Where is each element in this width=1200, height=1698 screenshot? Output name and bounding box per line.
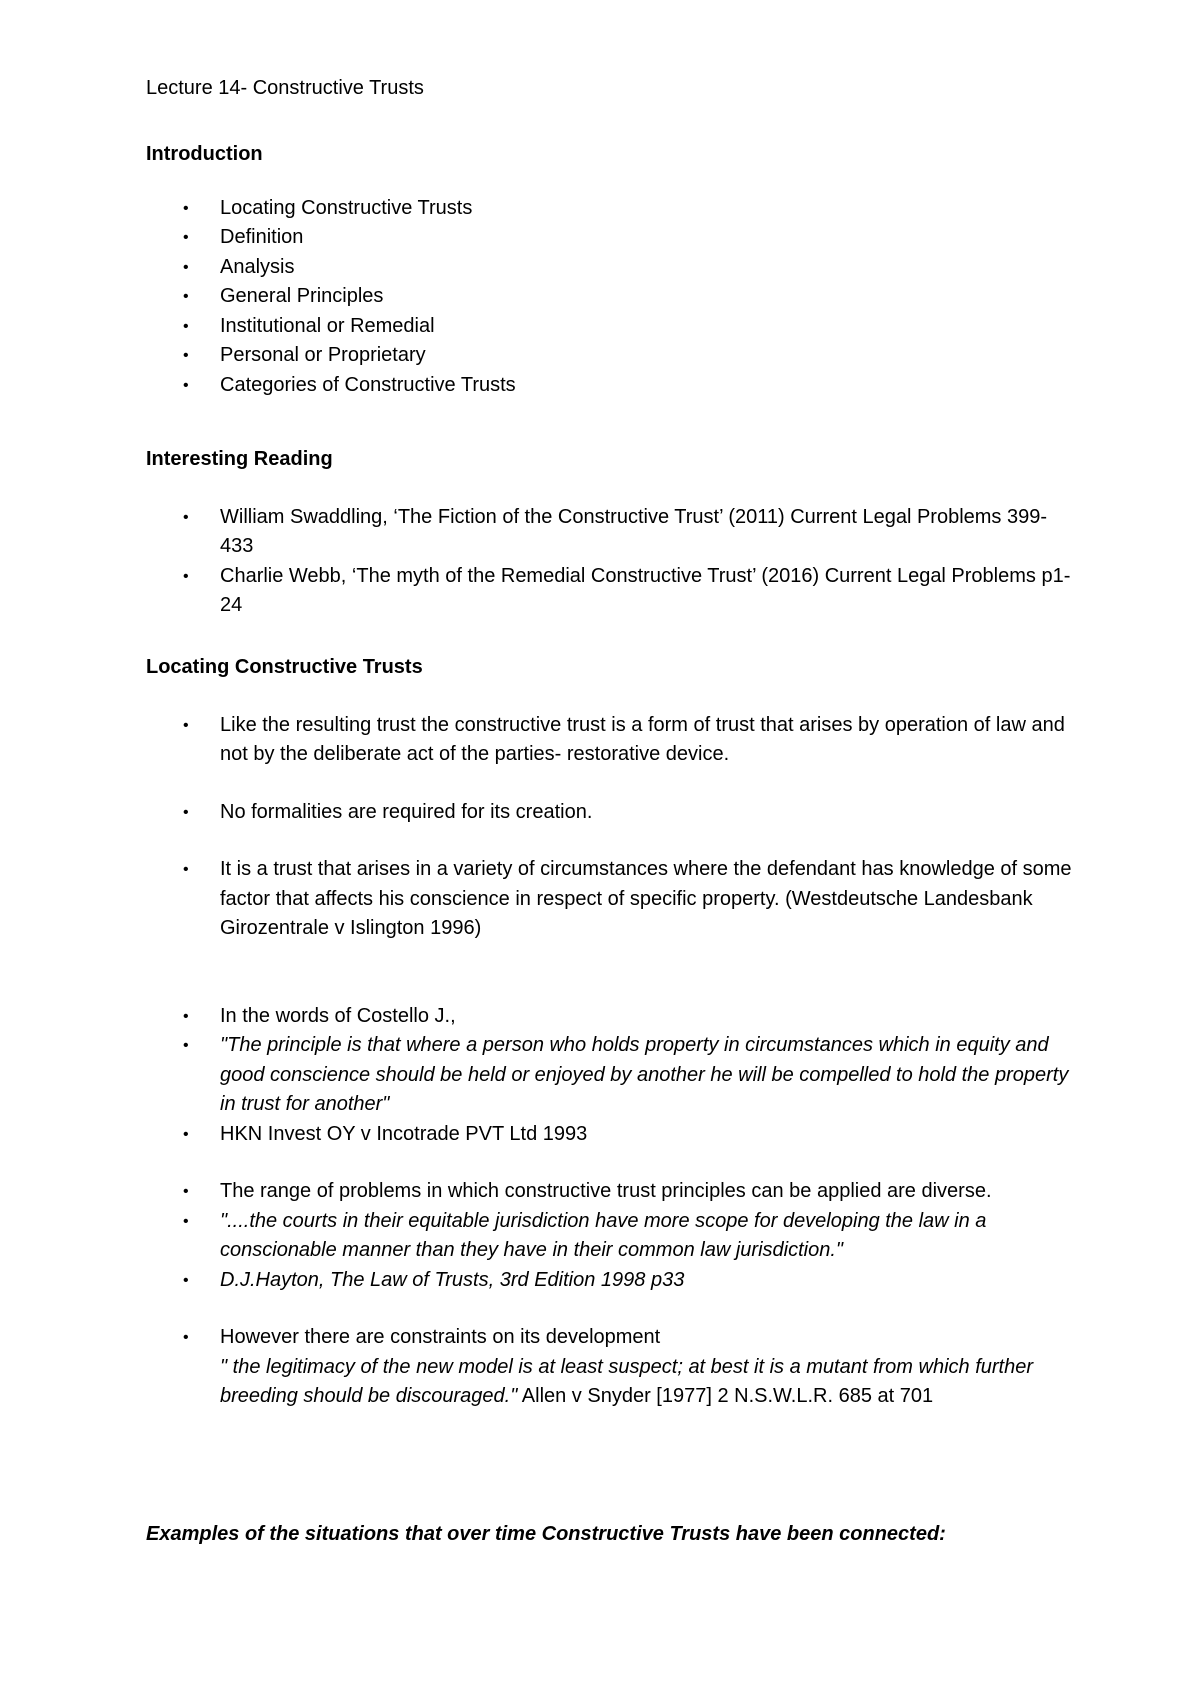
list-item: • The range of problems in which constructive trust principles can be applied are diverse.	[183, 1180, 992, 1202]
list-item: • Categories of Constructive Trusts	[183, 373, 516, 396]
list-item: • Personal or Proprietary	[183, 344, 426, 366]
list-item: • Analysis	[183, 255, 295, 278]
introduction-list	[146, 194, 1076, 401]
hayton-quote: "....the courts in their equitable jurisdiction have more scope for developing the law in a conscionable manner than they have in their common law jurisdiction."	[220, 1209, 987, 1261]
locating-section	[146, 653, 1076, 1412]
introduction-heading: Introduction	[146, 143, 263, 165]
reading-list	[146, 503, 1076, 621]
list-item: • Like the resulting trust the constructive trust is a form of trust that arises by operation of law and not by the deliberate act of the parties- restorative device.	[183, 713, 1065, 765]
allen-quote: " the legitimacy of the new model is at least suspect; at best it is a mutant from which further breeding should be discouraged."	[220, 1355, 1034, 1407]
list-item: • Institutional or Remedial	[183, 314, 435, 337]
introduction-section	[146, 140, 1076, 400]
allen-reference: Allen v Snyder [1977] 2 N.S.W.L.R. 685 at 701	[517, 1385, 934, 1407]
list-item: • Locating Constructive Trusts	[183, 196, 473, 219]
list-item: • Charlie Webb, ‘The myth of the Remedial Constructive Trust’ (2016) Current Legal Problems p1-24	[183, 564, 1071, 616]
list-item: • "The principle is that where a person who holds property in circumstances which in equity and good conscience should be held or enjoyed by another he will be compelled to hold the property in trust for another"	[183, 1034, 1069, 1115]
reading-heading: Interesting Reading	[146, 448, 333, 470]
locating-list	[146, 711, 1076, 1412]
locating-heading: Locating Constructive Trusts	[146, 656, 423, 678]
list-item: • No formalities are required for its creation.	[183, 800, 593, 823]
list-item: • It is a trust that arises in a variety of circumstances where the defendant has knowledge of some factor that affects his conscience in respect of specific property. (Westdeutsche Landesbank Girozentrale v Islington 1996)	[183, 858, 1072, 939]
costello-quote: "The principle is that where a person who holds property in circumstances which in equity and good conscience should be held or enjoyed by another he will be compelled to hold the property in trust for another"	[220, 1034, 1069, 1115]
examples-heading: Examples of the situations that over time Constructive Trusts have been connected:	[146, 1523, 946, 1545]
list-item: • D.J.Hayton, The Law of Trusts, 3rd Edition 1998 p33	[183, 1268, 685, 1291]
list-item: • HKN Invest OY v Incotrade PVT Ltd 1993	[183, 1122, 588, 1145]
list-item: • General Principles	[183, 285, 384, 307]
list-item: • In the words of Costello J.,	[183, 1004, 456, 1027]
reading-section	[146, 445, 1076, 621]
hayton-reference: D.J.Hayton, The Law of Trusts, 3rd Edition 1998 p33	[220, 1268, 685, 1291]
list-item: • Definition	[183, 226, 304, 248]
lecture-title: Lecture 14- Constructive Trusts	[146, 77, 424, 99]
list-item: • However there are constraints on its development " the legitimacy of the new model is at least suspect; at best it is a mutant from which further breeding should be discouraged." Allen v Snyder [1977] 2 N.S.W.L.R. 685 at 701	[183, 1326, 1034, 1407]
list-item: • "....the courts in their equitable jurisdiction have more scope for developing the law in a conscionable manner than they have in their common law jurisdiction."	[183, 1209, 987, 1261]
list-item: • William Swaddling, ‘The Fiction of the Constructive Trust’ (2011) Current Legal Problems 399-433	[183, 505, 1048, 557]
